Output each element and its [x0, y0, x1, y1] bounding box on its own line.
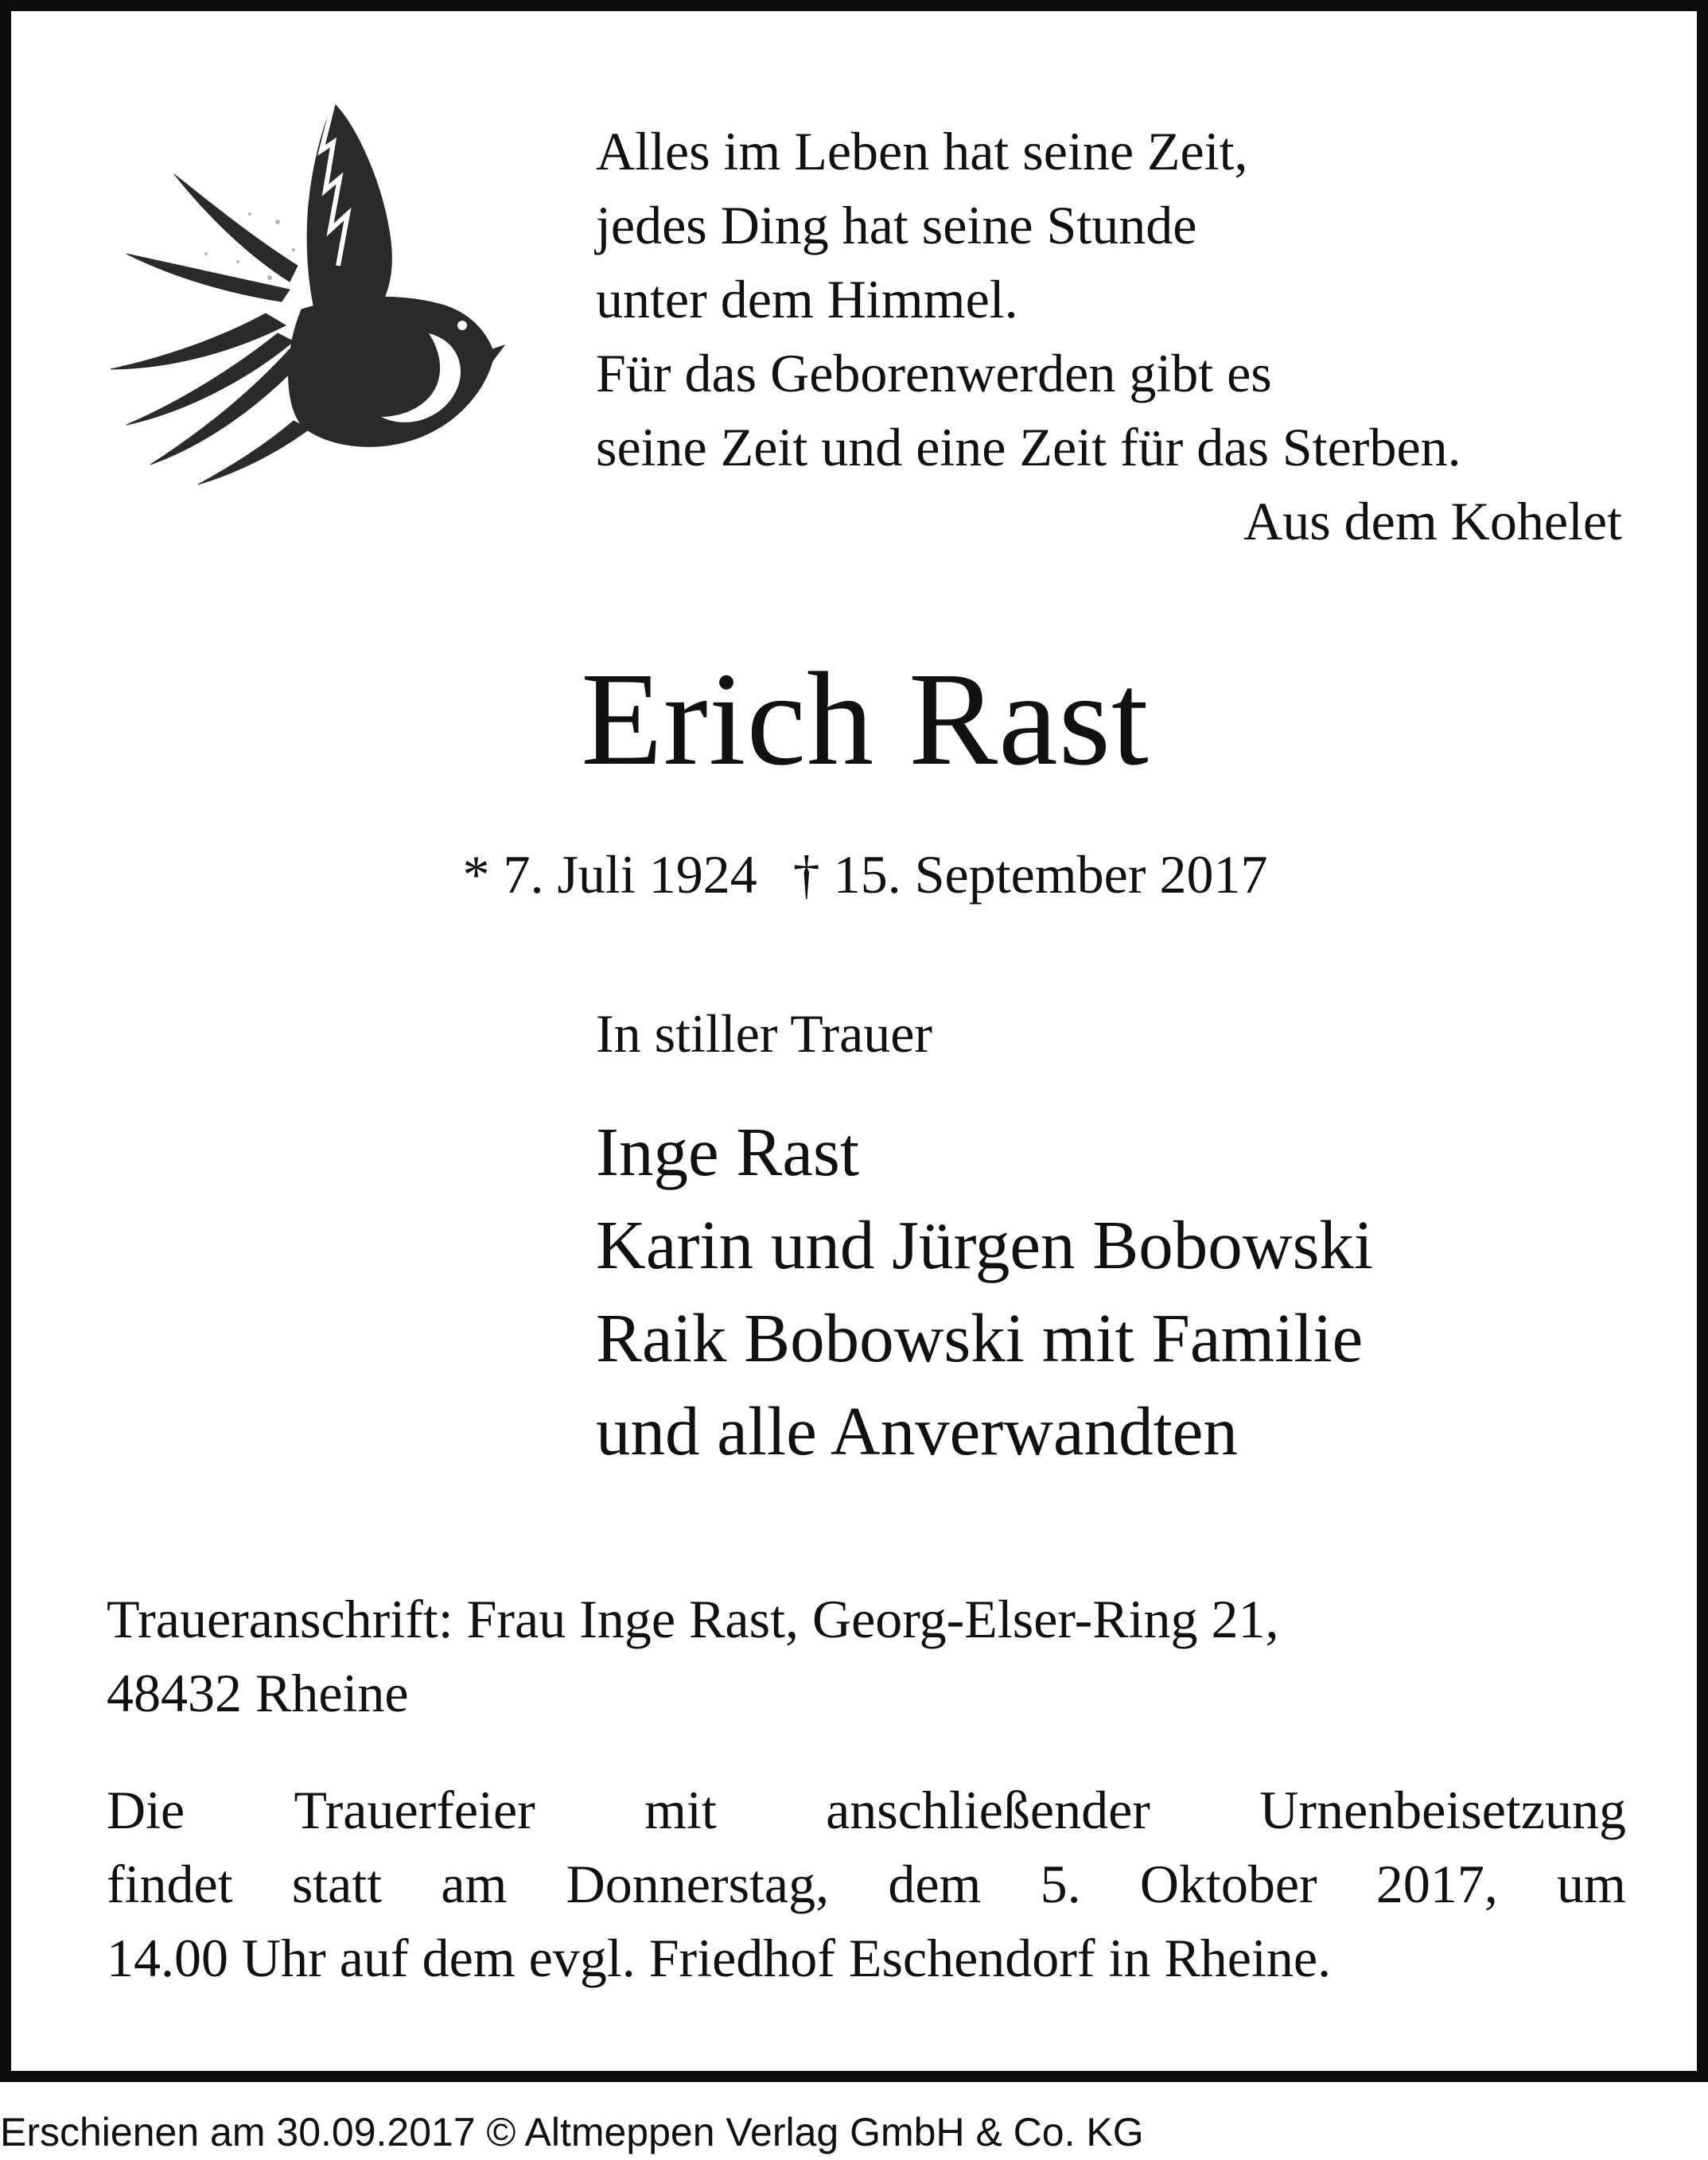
ceremony-word: Oktober: [1139, 1854, 1317, 1914]
ceremony-word: Donnerstag,: [566, 1854, 830, 1914]
ceremony-word: Die: [107, 1780, 185, 1840]
address-line: Traueranschrift: Frau Inge Rast, Georg-Elser-Ring 21,: [107, 1589, 1279, 1649]
mourners-list: [596, 1105, 1373, 1477]
ceremony-word: am: [441, 1854, 508, 1914]
address-line: 48432 Rheine: [107, 1663, 409, 1723]
quote-line: seine Zeit und eine Zeit für das Sterben.: [596, 417, 1461, 477]
quote-line: Für das Geborenwerden gibt es: [596, 343, 1272, 403]
death-date: † 15. September 2017: [792, 844, 1268, 905]
ceremony-line: 14.00 Uhr auf dem evgl. Friedhof Eschendorf in Rheine.: [107, 1928, 1332, 1988]
quote-line: unter dem Himmel.: [596, 269, 1018, 329]
publication-footer: Erschienen am 30.09.2017 © Altmeppen Verlag GmbH & Co. KG: [0, 2110, 1144, 2154]
deceased-name: Erich Rast: [581, 645, 1150, 793]
quote-line: jedes Ding hat seine Stunde: [596, 195, 1197, 255]
ceremony-word: mit: [644, 1780, 717, 1840]
ceremony-line: [107, 1773, 1626, 1847]
ceremony-notice: [107, 1773, 1626, 1995]
ceremony-word: dem: [888, 1854, 982, 1914]
ceremony-word: Urnenbeisetzung: [1259, 1780, 1626, 1840]
mourner-name: und alle Anverwandten: [596, 1392, 1238, 1469]
quote-source: Aus dem Kohelet: [1243, 491, 1622, 551]
mourning-address: [107, 1582, 1279, 1730]
ceremony-word: findet: [107, 1854, 233, 1914]
swallow-icon: [95, 95, 508, 492]
quote-line: Alles im Leben hat seine Zeit,: [596, 121, 1248, 181]
mourning-heading: In stiller Trauer: [596, 1003, 933, 1064]
quote-block: [596, 115, 1630, 558]
mourner-name: Raik Bobowski mit Familie: [596, 1299, 1364, 1376]
ceremony-word: um: [1557, 1854, 1626, 1914]
birth-date: * 7. Juli 1924: [462, 844, 757, 905]
ceremony-word: statt: [291, 1854, 383, 1914]
mourner-name: Karin und Jürgen Bobowski: [596, 1206, 1374, 1283]
ceremony-word: 5.: [1040, 1854, 1081, 1914]
ceremony-word: Trauerfeier: [294, 1780, 535, 1840]
ceremony-line: [107, 1847, 1626, 1921]
life-dates: [11, 839, 1708, 910]
ceremony-word: anschließender: [826, 1780, 1150, 1840]
mourner-name: Inge Rast: [596, 1113, 860, 1190]
ceremony-word: 2017,: [1375, 1854, 1498, 1914]
